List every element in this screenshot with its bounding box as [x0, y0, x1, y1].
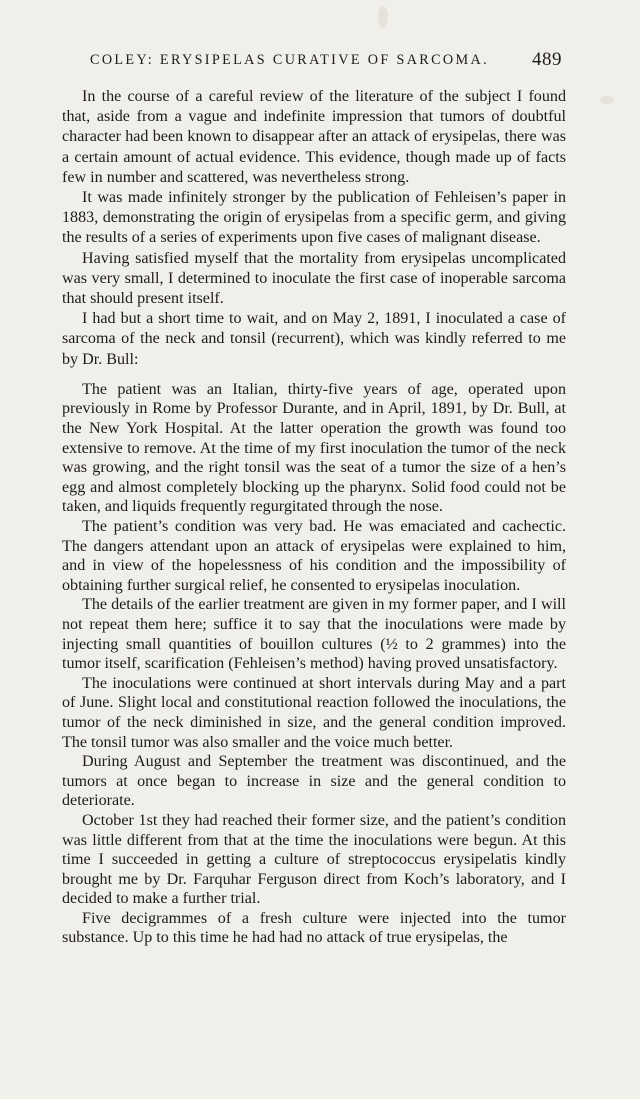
paragraph: The patient’s condition was very bad. He was emaciated and cachectic. The dangers attendant upon an attack of erysipelas were explained to him, and in view of the hopelessness of his condition and the impossibility of obtaining further surgical relief, he consented to erysipelas inoculation.	[62, 518, 566, 594]
paragraph: It was made infinitely stronger by the publication of Fehleisen’s paper in 1883, demonstrating the origin of erysipelas from a specific germ, and giving the results of a series of experiments upon five cases of malignant disease.	[62, 189, 566, 247]
body-text	[62, 87, 566, 948]
paragraph: During August and September the treatment was discontinued, and the tumors at once began to increase in size and the general condition to deteriorate.	[62, 753, 566, 810]
paragraph: October 1st they had reached their former size, and the patient’s condition was little different from that at the time the inoculations were begun. At this time I succeeded in getting a culture of streptococcus erysipelatis kindly brought me by Dr. Farquhar Ferguson direct from Koch’s laboratory, and I decided to make a further trial.	[62, 811, 566, 908]
paragraph: Having satisfied myself that the mortality from erysipelas uncomplicated was very small, I determined to inoculate the first case of inoperable sarcoma that should present itself.	[62, 249, 566, 308]
running-head	[62, 50, 562, 74]
paper-stain	[378, 6, 388, 28]
page-number: 489	[532, 49, 562, 70]
paper-stain	[600, 96, 614, 104]
paragraph: The inoculations were continued at short intervals during May and a part of June. Slight local and constitutional reaction followed the inoculations, the tumor of the neck diminished in size, and the general condition improved. The tonsil tumor was also smaller and the voice much better.	[62, 674, 566, 751]
paragraph: In the course of a careful review of the literature of the subject I found that, aside from a vague and indefinite impression that tumors of doubtful character had been known to disappear after an attack of erysipelas, there was a certain amount of actual evidence. This evidence, though made up of facts few in number and scattered, was nevertheless strong.	[62, 88, 566, 186]
paragraph: I had but a short time to wait, and on May 2, 1891, I inoculated a case of sarcoma of the neck and tonsil (recurrent), which was kindly referred to me by Dr. Bull:	[62, 310, 566, 368]
paragraph: The patient was an Italian, thirty-five years of age, operated upon previously in Rome by Professor Durante, and in April, 1891, by Dr. Bull, at the New York Hospital. At the latter operation the growth was found too extensive to remove. At the time of my first inoculation the tumor of the neck was growing, and the right tonsil was the seat of a tumor the size of a hen’s egg and almost completely blocking up the pharynx. Solid food could not be taken, and liquids frequently regurgitated through the nose.	[62, 380, 566, 516]
paragraph: Five decigrammes of a fresh culture were injected into the tumor substance. Up to this time he had had no attack of true erysipelas, the	[62, 909, 566, 947]
running-title: COLEY: ERYSIPELAS CURATIVE OF SARCOMA.	[90, 52, 489, 68]
paragraph: The details of the earlier treatment are given in my former paper, and I will not repeat them here; suffice it to say that the inoculations were made by injecting small quantities of bouillon cultures (½ to 2 grammes) into the tumor itself, scarification (Fehleisen’s method) having proved unsatisfactory.	[62, 596, 566, 673]
